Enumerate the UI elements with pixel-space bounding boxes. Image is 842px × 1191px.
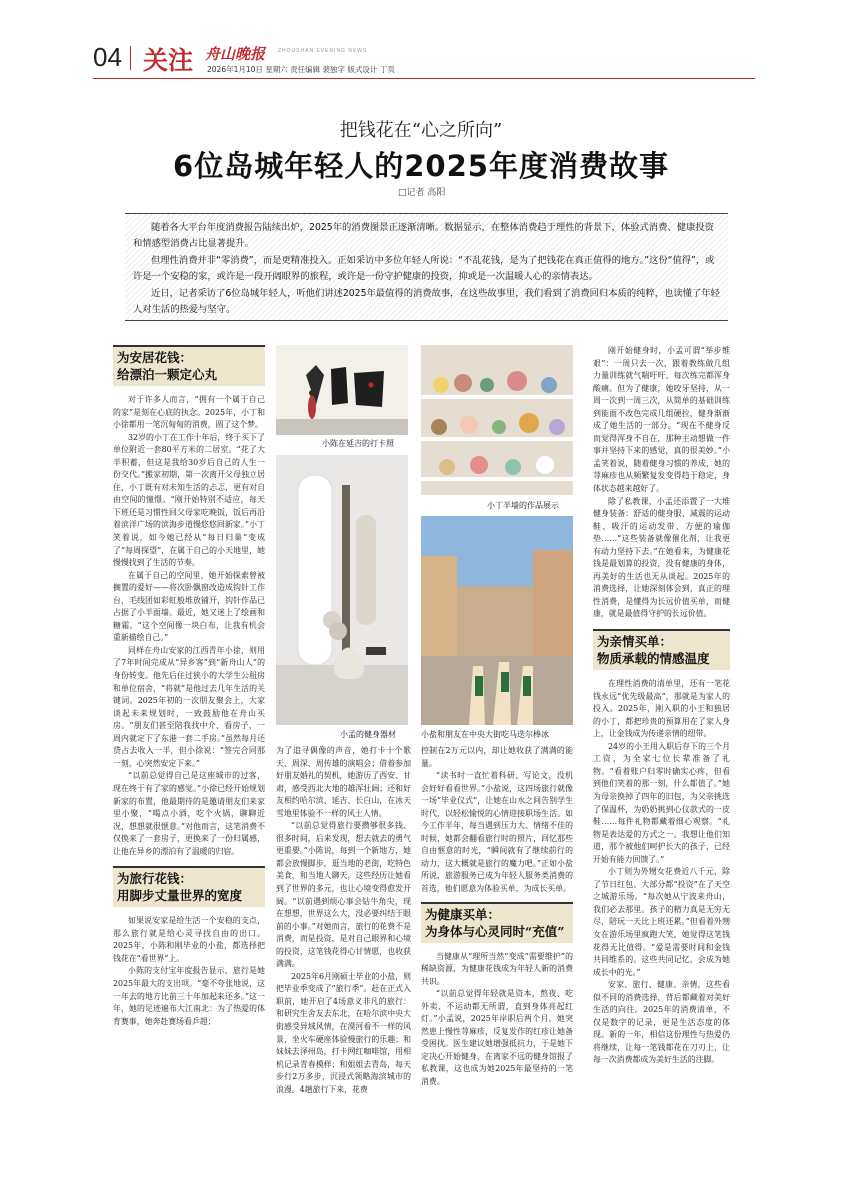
caption-fitness: 小孟的健身器材 [340,730,396,739]
body-paragraph: 对于许多人而言，“拥有一个属于自己的家”是刻在心底的执念。2025年，小丁和小徐都用一笔沉甸甸的消费，圆了这个梦。 [113,395,265,430]
photo-harbin-street [421,516,573,725]
subhead-line: 为身体与心灵同时“充值” [425,923,565,939]
subhead-line: 为亲情买单： [597,634,673,650]
intro-box [125,213,728,321]
intro-paragraph: 随着各大平台年度消费报告陆续出炉，2025年的消费图景正逐渐清晰。数据显示，在整体消费趋于理性的背景下，体验式消费、健康投资和情感型消费占比显著提升。 [133,222,714,250]
header-divider [130,46,131,70]
subhead-travel [113,866,265,907]
body-paragraph: 小丁则为外甥女花费近八千元，除了节日红包、大部分都“投资”在了天空之城游乐场。“每次她从宁波来舟山，我们必去那里。孩子的精力真是无穷无尽，陪玩一天比上班还累。”但看着外甥女在游乐场里疯跑大笑，她觉得这笔钱花得无比值得。“爱是需要时间和金钱共同维系的。这些共同记忆，会成为她成长中的光。” [593,867,730,977]
body-paragraph: 安家、旅行、健康、亲情，这些看似不同的消费选择，背后都藏着对美好生活的向往。2025年的消费清单，不仅是数字的记录，更是生活态度的体现。新的一年，相信这份理性与热爱仍将继续，让每一笔钱都花在刀刃上，让每一次消费都成为美好生活的注脚。 [593,980,730,1065]
body-paragraph: 32岁的小丁在工作十年后，终于买下了单位附近一套80平方米的二居室。“花了大半积蓄，但这是我给30岁后自己的人生一份交代。”搬家初期，第一次离开父母独立居住，小丁既有对未知生活的忐忑，更有对自由空间的憧憬。“刚开始特别不适应，每天下班还是习惯性回父母家吃晚饭，饭后再沿着滨洋广场的滨海步道慢悠悠回新家。”小丁笑着说，如今她已经从“每日归巢”变成了“每周探望”，在属于自己的小天地里，她慢慢找到了生活的节奏。 [113,432,265,568]
body-paragraph: 控制在2万元以内，却让她收获了满满的能量。 [421,746,573,768]
body-paragraph: 当健康从“理所当然”变成“需要维护”的稀缺资源，为健康花钱成为年轻人新的消费共识。 [421,951,573,986]
harbin-street-photo-illustration [421,516,573,725]
subhead-line: 为安居花钱： [117,350,193,365]
section-title: 关注 [143,46,194,75]
caption-yanji: 小陈在延吉的打卡照 [322,439,394,448]
body-paragraph: 刚开始健身时，小孟可谓“举步维艰”：一周只去一次，跟着教练做几组力量训练就气喘吁吁，每次练完都浑身酸痛。但为了健康，她咬牙坚持，从一周一次到一周三次，从简单的基础训练到能面不改色完成几组硬拉，健身渐渐成了她生活的一部分。“现在不健身反而觉得浑身不自在，那种主动想做一件事并坚持下来的感觉，真的很美妙。”小孟笑着说，随着健身习惯的养成，她的荨麻疹也从频繁复发变得趋于稳定，身体状态越来越好了。 [593,346,730,494]
body-paragraph: “以前总觉得年轻就是资本，熬夜、吃外卖、不运动都无所谓，直到身体亮起红灯。”小孟说，2025年岸职后两个月，她突然患上慢性荨麻疹，反复发作的红疹让她备受困扰。医生建议她增强抵抗力，于是她下定决心开始健身，在离家不远的健身馆报了私教课，这也成为她2025年最坚持的一笔消费。 [421,989,573,1087]
body-paragraph: 24岁的小王用入职后存下的三个月工资，为全家七位长辈准备了礼物。“看着账户归零时确实心疼，但看到他们笑着的那一刻，什么都值了。”她为母亲换掉了四年的旧包，为父亲挑选了保温杯，为奶奶挑到心仪款式的一皮鞋……每件礼物都藏着细心观察。“礼物是表达爱的方式之一。我想让他们知道，那个被他们呵护长大的孩子，已经开始有能力回馈了。” [593,741,730,864]
body-paragraph: 小陈的支付宝年度报告显示，旅行是她2025年最大的支出项。“毫不夸张地说，这一年去的地方比前三十年加起来还多。”这一年，她的足迹遍布大江南北：为了热爱的体育赛事，她奔赴赛场看乒超； [113,966,265,1026]
newspaper-logo-en: ZHOUSHAN EVENING NEWS [278,48,368,54]
column-1 [113,345,265,1175]
craft-wall-photo-illustration [421,345,573,495]
photo-craft-wall [421,345,573,495]
caption-harbin-street: 小盐和朋友在中央大街吃马迭尔棒冰 [421,730,549,739]
body-paragraph: 在理性消费的清单里，还有一笔花钱永远“优先级最高”，那就是为家人的投入。2025年，刚入职的小王和独居的小丁，都把珍贵的预算用在了家人身上，让金钱成为传递亲情的纽带。 [593,679,730,739]
subhead-housing [113,345,265,386]
photo-fitness [276,455,408,725]
column-3 [421,745,573,1175]
caption-craft-wall: 小丁半墙的作品展示 [487,501,559,510]
body-paragraph: “读书时一直忙着科研、写论文，没机会好好看看世界。”小盐说，这四场旅行就像一场“毕业仪式”，让她在山水之间告别学生时代，以轻松愉悦的心情迎接职场生活。如今工作半年，每当遇到压力大、情绪不佳的时候，她都会翻看旅行时的照片，回忆那些自由惬意的时光，“瞬间就有了继续前行的动力，这大概就是旅行的魔力吧。”正如小盐所说，旅游服务已成为年轻人服务类消费的首选，他们愿意为体验买单，为成长买单。 [421,771,573,894]
body-paragraph: “以前总觉得自己是这座城市的过客，现在终于有了家的感觉。”小徐已经开始规划新家的布置，他最期待的是邀请朋友们来家里小聚，“喝点小酒，吃个火锅，聊聊近况，想想就很惬意。”对他而言，这笔消费不仅换来了一套房子，更换来了一份归属感，让他在异乡的漂泊有了温暖的归宿。 [113,771,265,856]
headline: 6位岛城年轻人的2025年度消费故事 [173,149,669,183]
body-paragraph: 2025年6月刚硕士毕业的小盐，则把毕业季变成了“旅行季”。赶在正式入职前，她开启了4场意义非凡的旅行：和研究生舍友去东北，在哈尔滨中央大街感受异域风情，在漠河看不一样的风景，坐火车硬座体验慢旅行的乐趣；和妹妹去泽州岛，打卡网红咖啡馆，用相机记录青春模样；和姐姐去青岛，每天步行2万多步，沉浸式领略海滨城市的浪漫。4趟旅行下来，花费 [276,971,411,1094]
body-paragraph: 除了私教课，小孟还添置了一大堆健身装备：舒适的健身服、减震的运动鞋、吸汗的运动发带、方便的瑜伽垫……“这些装备就像催化剂，让我更有动力坚持下去。”在她看来，为健康花钱是最划算的投资，没有健康的身体，再美好的生活也无从谈起。2025年的消费选择，让她深刻体会到，真正的理性消费，是懂得为长远价值买单，而健康，就是最值得守护的长远价值。 [593,496,730,619]
body-paragraph: “以前总觉得旅行要攒够很多钱、很多时间，后来发现，想去就去的勇气更重要。”小陈说，每到一个新地方，她都会放慢脚步，逛当地的老街，吃特色美食，和当地人聊天，这些经历让她看到了世界的多元，也让心境变得愈发开阔。“以前遇到烦心事会钻牛角尖，现在想想，世界这么大，没必要纠结于眼前的小事。”对她而言，旅行的花费不是消费，而是投资，是对自己眼界和心境的投资，这笔钱花得心甘情愿，也收获满满。 [276,821,411,969]
column-2 [276,745,411,1175]
body-paragraph: 同样在舟山安家的江西青年小徐，则用了7年时间完成从“异乡客”到“新舟山人”的身份转变。他先后住过狭小的大学生公租房和单位宿舍，“将就”是他过去几年生活的关键词。2025年初的一次朋友聚会上，大家谈起未来规划时，一致鼓励他在舟山买房。“朋友们甚至陪我找中介、看房子，一周内就定下了东港一套二手房。”虽然每月还贷占去收入一半，但小徐说：“签完合同那一刻，心突然安定下来。” [113,645,265,768]
newspaper-logo: 舟山晚报 [205,45,266,63]
intro-paragraph: 但理性消费并非“零消费”，而是更精准投入。正如采访中多位年轻人所说：“不乱花钱，是为了把钱花在真正值得的地方。”这份“值得”，或许是一个安稳的家，或许是一段开阔眼界的旅程，或许是一份守护健康的投资，抑或是一次温暖人心的亲情表达。 [133,254,715,283]
column-4 [593,345,730,1175]
page-meta: 2026年1月10日 星期六 责任编辑 裴独字 版式设计 丁页 [207,65,395,74]
intro-paragraph: 近日，记者采访了6位岛城年轻人，听他们讲述2025年最值得的消费故事，在这些故事里，我们看到了消费回归本质的纯粹，也读懂了年轻人对生活的热爱与坚守。 [133,287,720,316]
header-rule [93,78,755,79]
page-number: 04 [93,42,122,72]
body-paragraph: 为了追寻偶像的声音，她打卡十个歌天、周深、周传雄的演唱会；借着参加好朋友婚礼的契机，她游历了西安、甘肃，感受西北大地的雄浑壮阔；还和好友相约哈尔滨、延吉、长白山，在冰天雪地里体验不一样的风土人情。 [276,746,411,818]
body-paragraph: 在属于自己的空间里，她开始探索曾被搁置的爱好——将次卧飘窗改造成钩针工作台，毛线团如彩虹般堆放铺开，钩针作品已占据了小半面墙。最近，她又迷上了绘画和糖霜。“这个空间像一块白布，让我有机会重新描绘自己。” [113,570,265,643]
fitness-photo-illustration [276,455,408,725]
subhead-line: 给漂泊一颗定心丸 [117,367,218,382]
yanji-photo-illustration [276,345,408,435]
subhead-family [593,629,730,670]
kicker-title: 把钱花在“心之所向” [339,120,503,141]
subhead-line: 物质承载的情感温度 [597,651,710,667]
subhead-line: 为旅行花钱： [117,871,193,887]
subhead-line: 用脚步丈量世界的宽度 [117,888,243,904]
subhead-health [421,902,573,943]
photo-yanji [276,345,408,435]
byline: □记者 高阳 [398,188,446,198]
subhead-line: 为健康买单： [425,906,501,922]
body-paragraph: 如果说安家是给生活一个安稳的支点，那么旅行就是给心灵寻找自由的出口。2025年，小陈和刚毕业的小盐，都选择把钱花在“看世界”上。 [113,916,265,963]
